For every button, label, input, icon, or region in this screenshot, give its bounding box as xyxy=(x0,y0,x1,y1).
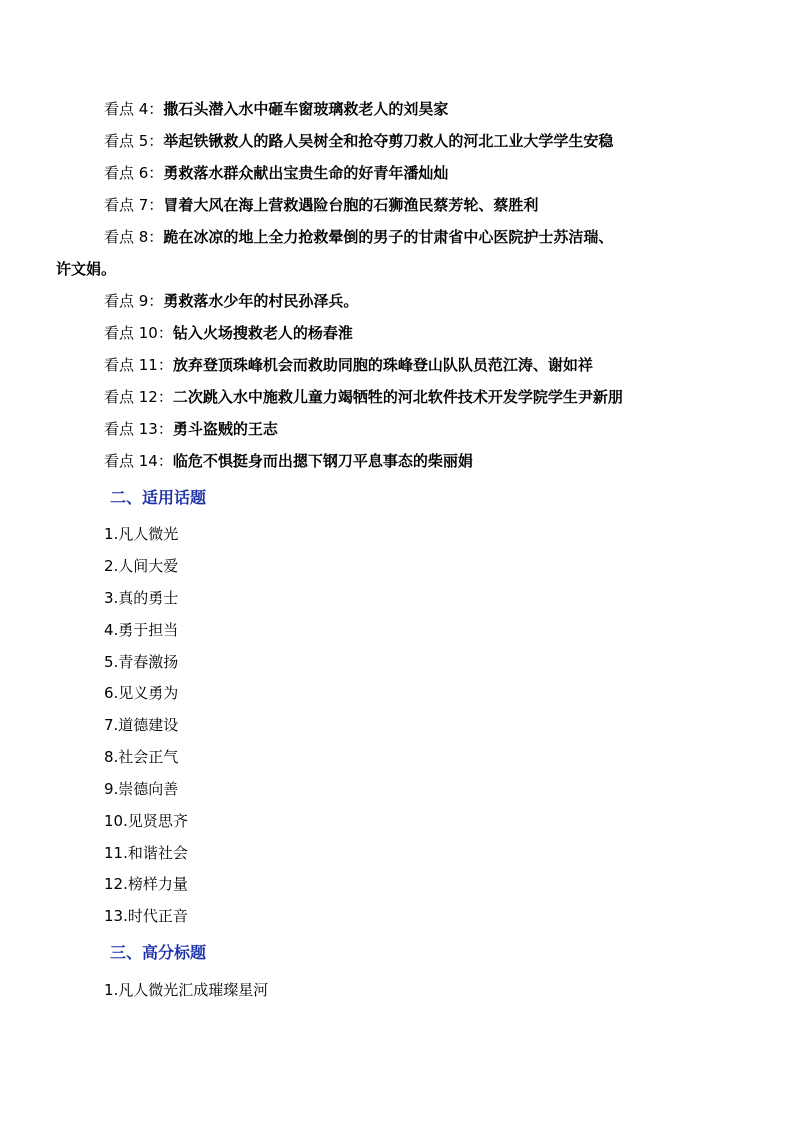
highlight-label: 看点 8： xyxy=(104,228,164,246)
highlight-text: 二次跳入水中施救儿童力竭牺牲的河北软件技术开发学院学生尹新朋 xyxy=(172,388,623,406)
highlight-label: 看点 11： xyxy=(104,356,173,374)
topic-item: 9.崇德向善 xyxy=(104,780,179,798)
highlight-text: 勇斗盗贼的王志 xyxy=(172,420,278,438)
highlight-text: 举起铁锹救人的路人吴树全和抢夺剪刀救人的河北工业大学学生安稳 xyxy=(163,132,614,150)
topic-item: 13.时代正音 xyxy=(104,907,188,925)
topic-item: 11.和谐社会 xyxy=(104,844,188,862)
highlight-item xyxy=(104,418,278,440)
highlight-item xyxy=(104,226,613,248)
highlight-item xyxy=(104,322,353,344)
topic-item: 10.见贤思齐 xyxy=(104,812,188,830)
topic-item: 7.道德建设 xyxy=(104,716,179,734)
highlight-text: 勇救落水群众献出宝贵生命的好青年潘灿灿 xyxy=(163,164,449,182)
highlight-text: 钻入火场搜救老人的杨春淮 xyxy=(172,324,353,342)
highlight-label: 看点 14： xyxy=(104,452,173,470)
highlight-text: 勇救落水少年的村民孙泽兵。 xyxy=(163,292,359,310)
section-heading-titles: 三、高分标题 xyxy=(110,943,207,962)
highlight-label: 看点 13： xyxy=(104,420,173,438)
highlight-item xyxy=(104,194,538,216)
highlight-text: 撒石头潜入水中砸车窗玻璃救老人的刘昊家 xyxy=(163,100,449,118)
highlight-text: 跪在冰凉的地上全力抢救晕倒的男子的甘肃省中心医院护士苏洁瑞、 xyxy=(163,228,614,246)
highlight-item xyxy=(104,450,473,472)
topic-item: 5.青春激扬 xyxy=(104,653,179,671)
topic-item: 6.见义勇为 xyxy=(104,684,179,702)
highlight-item xyxy=(104,162,448,184)
highlight-item xyxy=(104,130,613,152)
topic-item: 3.真的勇士 xyxy=(104,589,179,607)
highlight-label: 看点 4： xyxy=(104,100,164,118)
highlight-label: 看点 6： xyxy=(104,164,164,182)
topic-item: 4.勇于担当 xyxy=(104,621,179,639)
highlight-label: 看点 7： xyxy=(104,196,164,214)
topic-item: 12.榜样力量 xyxy=(104,875,188,893)
section-heading-topics: 二、适用话题 xyxy=(110,488,207,507)
highlight-item xyxy=(104,98,448,120)
topic-item: 8.社会正气 xyxy=(104,748,179,766)
highlight-text: 冒着大风在海上营救遇险台胞的石狮渔民蔡芳轮、蔡胜利 xyxy=(163,196,539,214)
topic-item: 1.凡人微光 xyxy=(104,525,179,543)
highlight-item xyxy=(104,290,358,312)
highlight-label: 看点 5： xyxy=(104,132,164,150)
highlight-label: 看点 12： xyxy=(104,388,173,406)
highlight-text: 临危不惧挺身而出摁下钢刀平息事态的柴丽娟 xyxy=(172,452,473,470)
highlight-label: 看点 9： xyxy=(104,292,164,310)
highlight-item xyxy=(104,386,623,408)
highlight-continuation: 许文娟。 xyxy=(56,260,117,278)
title-item: 1.凡人微光汇成璀璨星河 xyxy=(104,981,269,999)
topic-item: 2.人间大爱 xyxy=(104,557,179,575)
highlight-item xyxy=(104,354,593,376)
highlight-text: 放弃登顶珠峰机会而救助同胞的珠峰登山队队员范江涛、谢如祥 xyxy=(172,356,593,374)
highlight-label: 看点 10： xyxy=(104,324,173,342)
